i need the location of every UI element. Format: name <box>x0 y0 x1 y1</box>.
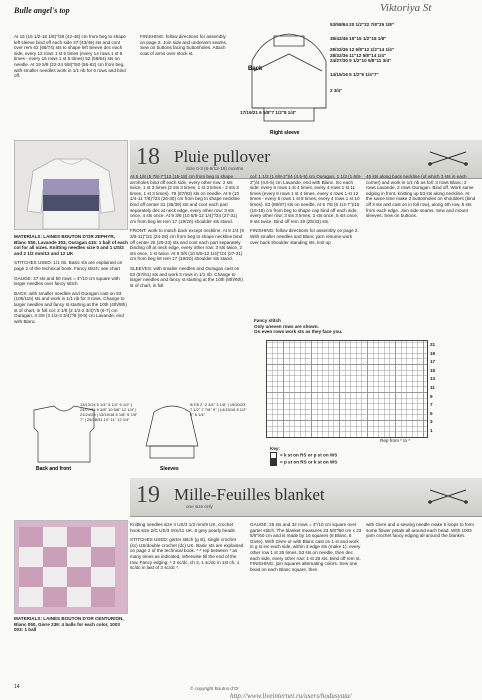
measure-6: 14/15/16 5 1/2"6 1/4"7" <box>330 71 379 77</box>
sleeve-cuff-shape <box>274 36 304 46</box>
row-num: 19 <box>430 350 436 356</box>
row-num: 21 <box>430 342 436 347</box>
p18-col2a: At 5 1/8 (5 7/8-7")13 (15-18) cm from beg to shape armholes bind off each side, every other row: 2 sts twice, 1 st 3 times (2 sts 3 times, 1 st 3 times - 2 sts 3 times, 1 st 3 times). 79 (87/93) sts on needle. At 9 (10 1/4-11 7/8)"/23 (26-30) cm from beg to shape neckline bind off center 31 (35/39) sts and cont each part separately dec at neck edge, every other row: 3 sts once, 4 sts once. At 9 3/8 (10 5/8-12 1/4)"/24 (27-31) cm from beg let rem 17 (19/20) shoulder sts stand. <box>130 174 240 224</box>
measure-5: 24/27/30 9 1/2"10 5/8"11 3/4" <box>330 58 392 64</box>
row-num: 3 <box>430 419 433 425</box>
row-num: 15 <box>430 367 436 373</box>
chart-line2: On even rows work sts as they face you. <box>254 329 343 335</box>
row-num: 9 <box>430 393 433 399</box>
p18-col3a: col: 1 1/2 (1 6/8-2")/4 (4.5-5) cm Ouragan, 1 1/2 (1 6/8-2")/4 (4.5-5) cm Lavande, end with Blanc. Inc each side: every 6 rows 1 st 4 times, every 4 rows 1 st 11 times (every 6 rows 1 st 4 times, every 4 rows 1 st 12 times - every 6 rows 1 st 8 times, every 4 rows 1 st 10 times). 83 (89/97) sts on needle. At 5 7/8 (6 1/4-7")/15 (16-18) cm from beg to shape cap bind off each side, every other row: 3 sts 3 times, 3 sts once, 5 sts once, 9 sts twice. Bind off rem 19 (25/33) sts. <box>250 174 362 224</box>
p19-stitches: STITCHES USED: garter stitch (g st), single crochet (sc) US/double crochet (dc) UK. Basic sts are explained on page 2 of the technical book. *-* rep between * as many times as indicated, otherwise till the end of the row. Fancy edging: * 3 sc/dc, ch 3, 1 sc/dc in 1st ch, 1 sc/dc in last of 3 sc/dc *. <box>130 537 244 571</box>
pattern-19-col1 <box>130 522 244 571</box>
pattern-19-title: Mille-Feuilles blanket <box>174 485 325 504</box>
sleeve-measurements <box>330 22 480 93</box>
page-number: 14 <box>14 684 20 690</box>
pattern-18-col4: 45 sts along back neckline (of which 3 sts in each corner) and work in 1/1 rib as foll: 3 rows Blanc, 2 rows Lavande, 2 rows Ouragan. Bind off. Work same edging in front, knitting up 53 sts along neckline. At the same time make 2 buttonholes on shoulders (bind off 3 sts and cast on in foll row), along 4th row, 5 sts from each edge. Join side seams. Sew and mount sleeves. Sew on buttons. <box>366 174 476 219</box>
knitting-needles-icon <box>428 488 468 504</box>
brand-logo: Viktoriya St <box>380 2 432 14</box>
page-header-title: Bulle angel's top <box>14 6 70 15</box>
right-sleeve-label: Right sleeve <box>270 130 300 136</box>
key-purl-text: = p st on RS or k st on WS <box>280 459 338 465</box>
chart-repeat-note: Rep from * to * <box>380 438 411 443</box>
row-num: 7 <box>430 402 433 408</box>
pattern-18-col3 <box>250 174 362 245</box>
sleeve-measures: 5/7/8 2" 2 3/4" 3 1/8" | 19/20/23 7 1/2" 7 7/8" 9" | 14/15/16 5 1/2" 6" 6 1/4" <box>190 402 247 417</box>
p19-col2: GAUGE: 25 sts and 32 rows = 4"/10 cm square over garter stitch. The blanket measures 23 5/8"/60 cm x 23 5/8"/60 cm and is made by 16 squares (8 Blanc, 8 Givre). With Givre or with Blanc cast on 1 st and work in g st inc each side, within 3 edge sts (make 1): every other row 1 st 26 times, 53 sts on needle, then dec each side, every other row: 1 st 26 sts. Bind off rem st. FINISHING: join squares alternating colors. Sew one bead on each Blanc square, then <box>250 522 362 572</box>
row-num: 13 <box>430 376 436 382</box>
chart-key <box>270 446 420 466</box>
p18-stitches: STITCHES USED: 1/1 rib. Basic sts are explained on page 2 of the technical book. Fancy stitch: see chart <box>14 260 123 271</box>
measure-3: 28/32/36 12 5/8"12 1/2"14 1/4" <box>330 47 395 53</box>
fancy-stitch-chart <box>266 340 428 438</box>
p18-gauge: GAUGE: 37 sts and 50 rows = 4"/10 cm square with larger needles over fancy stitch <box>14 275 120 287</box>
chart-heading <box>254 318 424 335</box>
pattern-18-col2 <box>130 174 244 288</box>
top-col1-text: At 15 (16 1/2-18 1/8)"/38 (42-46) cm from beg to shape left sleeve bind off each side 37 (43/49) sts and cont over rem 62 (66/74) sts to shape left sleeve dec each side, every 12 rows 1 st 5 times (every 14 rows 1 st 5 times - every 16 rows 1 st 5 times) 52 (58/64) sts on needle. At 19 5/8 (22-24 5/8)"/50 (56-62) cm from beg, with smaller needles work in 1/1 rib for 6 rows and bind off. <box>14 34 126 79</box>
row-num: 1 <box>430 427 433 433</box>
pattern-18-sizes: Size 0-3 (6-9/12-18) months <box>186 166 244 171</box>
measure-7: 2 3/4" <box>330 87 343 93</box>
sleeve-cuff <box>150 446 194 458</box>
pattern-18-col1 <box>14 234 128 324</box>
row-num: 17 <box>430 359 436 365</box>
measure-1: 53/58/64 20 1/2"22 7/8"25 1/8" <box>330 22 395 27</box>
row-num: 5 <box>430 410 433 416</box>
row-num: 11 <box>430 384 435 390</box>
key-purl-box <box>270 459 277 466</box>
p19-materials: MATERIALS: LAINES BOUTON D'OR CENTURION, Blanc 050, Givre 239: 4 balls for each color, 1003 003: 1 ball <box>14 616 124 633</box>
chart-title: Fancy stitch <box>254 318 281 323</box>
knitting-needles-icon <box>428 150 468 166</box>
copyright: © copyright Bouton d'Or <box>190 686 239 691</box>
chart-line1: Only uneven rows are shown. <box>254 323 319 329</box>
blanket-squares <box>19 527 115 607</box>
p18-back: BACK: with smaller needles and Ouragan cast on 93 (105/115) sts and work in 1/1 rib for 3 rows. Change to larger needles and fancy st starting at the 10th (4th/9th) st of chart, in foll col: 2 1/8 (2 1/2-2 3/4)"/5 (6-7) cm Ouragan, 3 3/8 (3 1/2-3 3/4)"/8 (8-9) cm Lavande, end with Blanc. <box>14 290 127 324</box>
p19-col3: with Givre and a sewing needle make 5 loops to form some flower petals all around each bead. With 1003 yarn crochet fancy edging all around the blanket. <box>366 522 475 539</box>
pullover-photo <box>14 140 128 230</box>
p18-col2b: FRONT: work to match back except neckline. At 8 1/4 (9 3/8-11)"/21 (24-28) cm from beg to shape neckline bind off center 25 (29-33) sts and cont each part separately binding off at neck edge, every other row: 3 sts twice, 2 sts once, 1 st twice. At 9 3/8 (10 5/8-12 1/4)"/24 (27-31) cm from beg let rem 17 (19/20) shoulder sts stand. <box>130 228 244 262</box>
pattern-19-banner <box>130 478 482 517</box>
key-knit-box <box>270 452 277 459</box>
watermark-url: http://www.liveinternet.ru/users/hodusyata/ <box>230 692 352 700</box>
p18-col2c: SLEEVES: with smaller needles and Ouragan cast on 53 (57/61) sts and work 3 rows in 1/1 rib. Change to larger needles and fancy st starting at the 10th (8th/6th) st of chart, in foll <box>130 265 243 288</box>
p18-col3b: FINISHING: follow directions for assembly on page 2. With smaller needles and Blanc yarn resume work over back shoulder standing sts, knit up <box>250 228 359 245</box>
pattern-19-number: 19 <box>136 482 160 508</box>
measure-2: 38/42/46 15"15 1/2"18 1/8" <box>330 35 387 41</box>
pattern-18-title: Pluie pullover <box>174 147 270 166</box>
key-knit-text: = k st on RS or p st on WS <box>280 452 338 458</box>
back-front-label: Back and front <box>36 466 72 472</box>
back-front-measures: 13/13/14 5 1/4" 5 1/4" 5 1/2" | 24/27/31 9 3/8" 10 5/8" 12 1/4" | 21/24/28 | 13/15/18 5 1/8" 5 7/8" 7" | 25/28/31 10" 11" 12 1/4" <box>80 402 138 422</box>
blanket-photo <box>14 520 128 614</box>
sleeve-bottom-measure: 17/19/21 6 5/8"7 1/2"8 1/4" <box>240 110 297 115</box>
pattern-18-number: 18 <box>136 144 160 170</box>
back-label: Back <box>248 66 263 72</box>
p18-materials: MATERIALS: LAINES BOUTON D'OR ZEPHYR, Blanc 050, Lavande 303, Ouragan 415: 1 ball of each col for all sizes. Knitting needles size 0 and 1 US/2 and 2 1/2 mm/13 and 12 UK <box>14 234 128 256</box>
sleeve-cap-shape <box>252 34 326 108</box>
chart-row-numbers <box>430 341 444 436</box>
top-col2-text: FINISHING: follow directions for assembly on page 2. Join side and underarm seams. Sew on buttons facing buttonholes. Attach coat of arms over stock st. <box>140 34 228 56</box>
sleeve-fold-line <box>254 54 322 71</box>
pattern-19-sizes: one size only <box>186 504 213 509</box>
sleeves-label: Sleeves <box>160 466 179 472</box>
measure-4: 28/32/36 11"12 5/8"14 1/4" <box>330 52 387 58</box>
p19-col1: Knitting needles size 4 US/3 1/2 mm/9 UK, crochet hook size 2/C US/3 mm/11 UK, 8 grey pearly beads <box>130 522 235 533</box>
key-title: Key: <box>270 446 280 451</box>
